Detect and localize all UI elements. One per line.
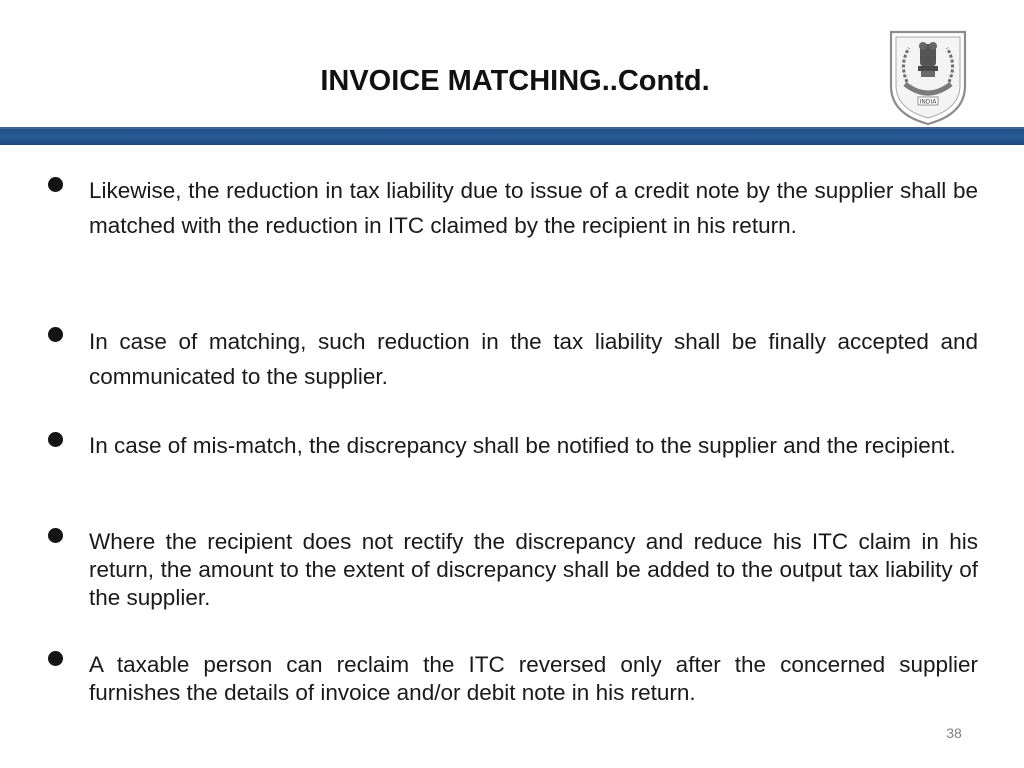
bullet-text: In case of matching, such reduction in the tax liability shall be finally accepted and communicated to the supplier. xyxy=(89,329,978,389)
slide-title: INVOICE MATCHING..Contd. xyxy=(320,65,710,98)
bullet-text: Where the recipient does not rectify the discrepancy and reduce his ITC claim in his return, the amount to the extent of discrepancy shall be added to the output tax liability of the supplier. xyxy=(89,529,978,610)
bullet-text: In case of mis-match, the discrepancy shall be notified to the supplier and the recipient. xyxy=(89,433,956,458)
bullet-text: A taxable person can reclaim the ITC reversed only after the concerned supplier furnishes the details of invoice and/or debit note in his return. xyxy=(89,652,978,705)
bullet-text: Likewise, the reduction in tax liability due to issue of a credit note by the supplier shall be matched with the reduction in ITC claimed by the recipient in his return. xyxy=(89,178,978,238)
emblem-badge-text: INDIA xyxy=(919,98,937,106)
bullet-point-icon xyxy=(48,528,63,543)
bullet-point-icon xyxy=(48,327,63,342)
page-number: 38 xyxy=(946,725,962,741)
bullet-point-icon xyxy=(48,177,63,192)
bullet-point-icon xyxy=(48,432,63,447)
bullet-point-icon xyxy=(48,651,63,666)
